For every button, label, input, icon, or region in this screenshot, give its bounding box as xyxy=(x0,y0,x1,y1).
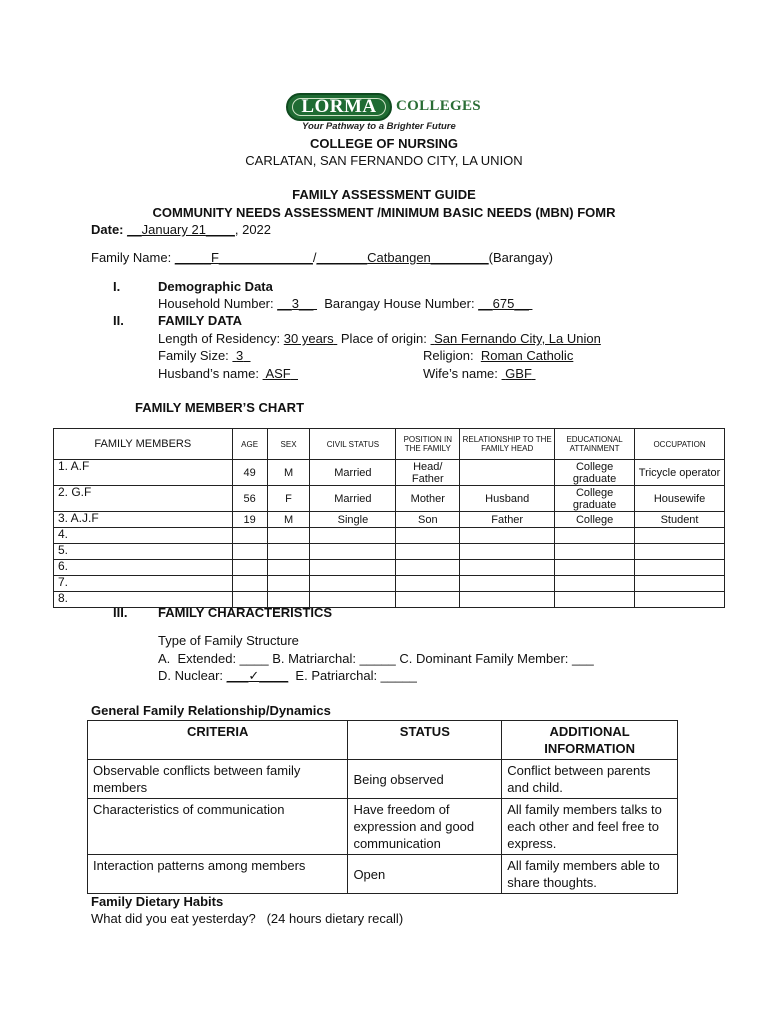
dynamics-cell: Observable conflicts between family members xyxy=(88,760,348,799)
members-header-cell: AGE xyxy=(232,429,267,460)
members-cell xyxy=(460,460,555,486)
dynamics-cell: Have freedom of expression and good communication xyxy=(348,799,502,855)
members-cell: 7. xyxy=(54,576,233,592)
table-row xyxy=(54,528,725,544)
members-cell: 2. G.F xyxy=(54,486,233,512)
members-cell xyxy=(396,576,460,592)
members-cell: 56 xyxy=(232,486,267,512)
members-cell: Husband xyxy=(460,486,555,512)
members-cell: 3. A.J.F xyxy=(54,512,233,528)
members-cell xyxy=(635,560,725,576)
dynamics-cell: All family members able to share thoughts. xyxy=(502,855,678,894)
section2-number: II. xyxy=(113,313,124,328)
section2-title: FAMILY DATA xyxy=(158,313,243,328)
dynamics-header-cell: ADDITIONAL INFORMATION xyxy=(502,721,678,760)
dynamics-cell: All family members talks to each other and feel free to express. xyxy=(502,799,678,855)
members-cell: Mother xyxy=(396,486,460,512)
members-header-cell: EDUCATIONAL ATTAINMENT xyxy=(555,429,635,460)
members-cell xyxy=(267,528,310,544)
members-cell: College graduate xyxy=(555,486,635,512)
members-cell: 1. A.F xyxy=(54,460,233,486)
family-structure-options: A. Extended: ____ B. Matriarchal: _____ C. Dominant Family Member: ___ xyxy=(158,651,594,666)
family-name-line: Family Name: _____F_____________/_______Catbangen________(Barangay) xyxy=(91,250,553,265)
members-cell: Married xyxy=(310,460,396,486)
members-cell: 8. xyxy=(54,592,233,608)
members-cell xyxy=(396,592,460,608)
members-cell: M xyxy=(267,512,310,528)
table-row xyxy=(54,560,725,576)
logo-tagline: Your Pathway to a Brighter Future xyxy=(302,121,456,132)
date-line: Date: __January 21____, 2022 xyxy=(91,222,272,237)
dynamics-cell: Open xyxy=(348,855,502,894)
wife-line: Wife’s name: GBF xyxy=(423,366,532,381)
members-cell: 4. xyxy=(54,528,233,544)
members-cell xyxy=(460,560,555,576)
members-cell xyxy=(232,576,267,592)
members-cell xyxy=(310,528,396,544)
members-cell: College xyxy=(555,512,635,528)
members-cell xyxy=(635,576,725,592)
members-cell: Housewife xyxy=(635,486,725,512)
members-header-cell: CIVIL STATUS xyxy=(310,429,396,460)
college-address: CARLATAN, SAN FERNANDO CITY, LA UNION xyxy=(245,153,523,168)
dynamics-header-cell: STATUS xyxy=(348,721,502,760)
members-header-cell: SEX xyxy=(267,429,310,460)
members-cell xyxy=(267,544,310,560)
section1-number: I. xyxy=(113,279,121,294)
dietary-question: What did you eat yesterday? (24 hours dietary recall) xyxy=(91,911,404,926)
members-header-cell: RELATIONSHIP TO THE FAMILY HEAD xyxy=(460,429,555,460)
table-row xyxy=(54,486,725,512)
members-header-cell: POSITION IN THE FAMILY xyxy=(396,429,460,460)
members-cell: College graduate xyxy=(555,460,635,486)
members-cell xyxy=(555,528,635,544)
dynamics-cell: Being observed xyxy=(348,760,502,799)
table-row xyxy=(54,544,725,560)
members-cell xyxy=(635,592,725,608)
members-cell: F xyxy=(267,486,310,512)
table-row xyxy=(54,460,725,486)
members-cell xyxy=(555,592,635,608)
dietary-title: Family Dietary Habits xyxy=(91,894,224,909)
form-title: COMMUNITY NEEDS ASSESSMENT /MINIMUM BASIC NEEDS (MBN) FOMR xyxy=(152,205,616,220)
college-name: COLLEGE OF NURSING xyxy=(309,136,459,151)
members-table xyxy=(53,428,725,608)
members-cell: Married xyxy=(310,486,396,512)
table-row xyxy=(88,760,678,799)
table-row xyxy=(88,799,678,855)
members-header-cell: FAMILY MEMBERS xyxy=(54,429,233,460)
members-cell: 5. xyxy=(54,544,233,560)
nuclear-line: D. Nuclear: ___✓____ E. Patriarchal: _____ xyxy=(158,668,417,683)
dynamics-cell: Characteristics of communication xyxy=(88,799,348,855)
members-cell: 49 xyxy=(232,460,267,486)
members-cell xyxy=(555,560,635,576)
members-cell xyxy=(267,560,310,576)
husband-line: Husband’s name: ASF xyxy=(158,366,291,381)
dynamics-cell: Interaction patterns among members xyxy=(88,855,348,894)
members-cell xyxy=(267,576,310,592)
section3-number: III. xyxy=(113,605,128,620)
members-cell: Tricycle operator xyxy=(635,460,725,486)
members-cell: Single xyxy=(310,512,396,528)
dynamics-cell: Conflict between parents and child. xyxy=(502,760,678,799)
guide-title: FAMILY ASSESSMENT GUIDE xyxy=(292,187,476,202)
section1-title: Demographic Data xyxy=(158,279,273,294)
dynamics-header-cell: CRITERIA xyxy=(88,721,348,760)
table-row xyxy=(54,592,725,608)
members-cell xyxy=(635,528,725,544)
members-cell xyxy=(396,544,460,560)
members-cell xyxy=(310,560,396,576)
members-cell xyxy=(460,544,555,560)
members-cell: M xyxy=(267,460,310,486)
family-size-line: Family Size: 3 xyxy=(158,348,244,363)
members-cell xyxy=(460,592,555,608)
family-name-value: F xyxy=(210,250,219,265)
members-cell xyxy=(460,528,555,544)
members-cell xyxy=(460,576,555,592)
members-cell xyxy=(555,576,635,592)
residency-line: Length of Residency: 30 years Place of origin: San Fernando City, La Union xyxy=(158,331,601,346)
members-header-cell: OCCUPATION xyxy=(635,429,725,460)
members-chart-title: FAMILY MEMBER’S CHART xyxy=(135,400,305,415)
lorma-logo xyxy=(286,93,392,121)
members-cell: Student xyxy=(635,512,725,528)
section3-title: FAMILY CHARACTERISTICS xyxy=(158,605,333,620)
table-row xyxy=(88,855,678,894)
members-cell xyxy=(310,576,396,592)
members-cell: Son xyxy=(396,512,460,528)
members-cell xyxy=(635,544,725,560)
religion-line: Religion: Roman Catholic xyxy=(423,348,574,363)
members-cell xyxy=(310,544,396,560)
members-cell: Father xyxy=(460,512,555,528)
household-line: Household Number: __3__ Barangay House Number: __675__ xyxy=(158,296,533,311)
members-cell: 6. xyxy=(54,560,233,576)
family-structure-label: Type of Family Structure xyxy=(158,633,299,648)
table-row xyxy=(54,512,725,528)
barangay-value: Catbangen xyxy=(367,250,431,265)
dynamics-table xyxy=(87,720,678,894)
members-cell xyxy=(232,528,267,544)
date-value: January 21 xyxy=(141,222,206,237)
members-cell: Head/ Father xyxy=(396,460,460,486)
members-cell xyxy=(232,560,267,576)
logo-lorma-text: LORMA xyxy=(301,96,377,117)
check-icon: ✓ xyxy=(248,668,260,683)
members-cell xyxy=(396,560,460,576)
members-cell: 19 xyxy=(232,512,267,528)
table-row xyxy=(54,576,725,592)
members-cell xyxy=(396,528,460,544)
dynamics-title: General Family Relationship/Dynamics xyxy=(91,703,331,718)
members-cell xyxy=(555,544,635,560)
members-cell xyxy=(232,544,267,560)
logo-colleges-text: COLLEGES xyxy=(396,98,481,114)
